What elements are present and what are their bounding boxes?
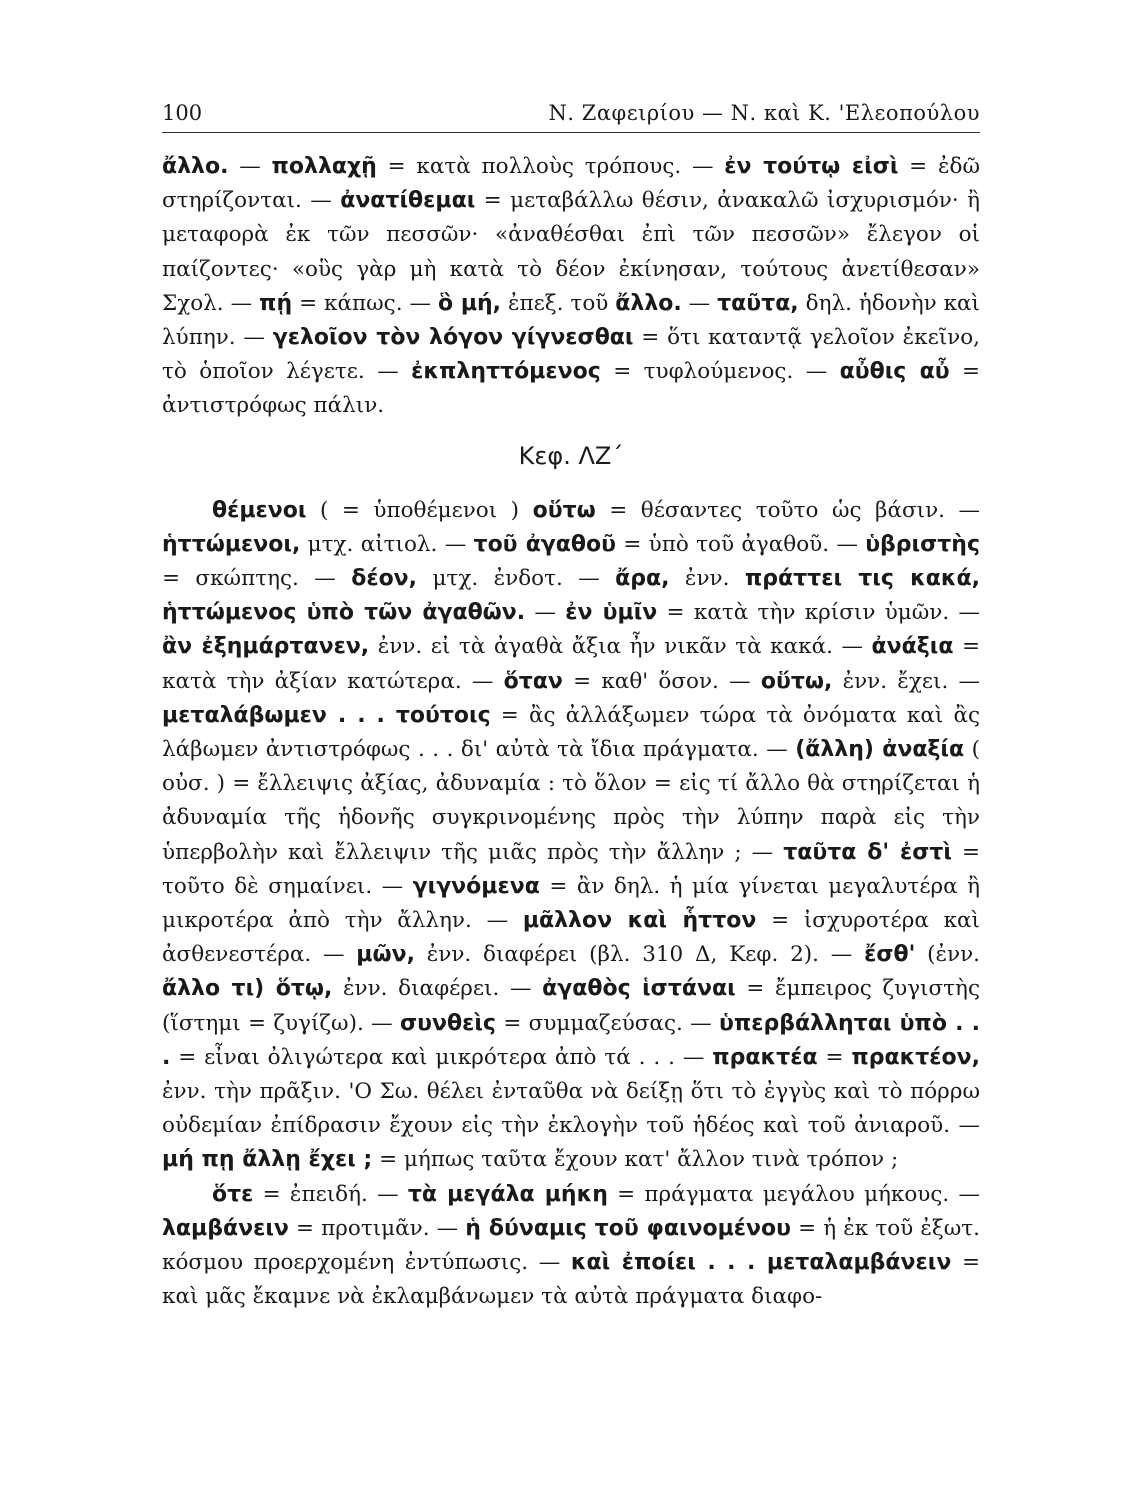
lemma: ὑπερβάλληται ὑπὸ . . . (162, 1010, 981, 1070)
gloss: ( οὐσ. ) = ἔλλειψις ἀξίας, ἀδυναμία : τὸ ὅλον = εἰς τί ἄλλο θὰ στηρίζεται ἡ ἀδυναμία τῆς ἡδονῆς συγκρινομένης πρὸς τὴν λύπην παρὰ εἰς τὴν ὑπερβολὴν καὶ ἔλλειψιν τῆς μιᾶς πρὸς τὴν ἄλλην ; — (162, 737, 980, 865)
lemma: ἔσθ' (864, 942, 916, 968)
gloss: = ὅτι καταντᾷ γελοῖον ἐκεῖνο, τὸ ὁποῖον λέγετε. — (162, 325, 981, 385)
lemma: ἡττώμενοι, (162, 531, 301, 557)
lemma: θέμενοι (212, 497, 307, 523)
gloss: = ἀντιστρόφως πάλιν. (162, 359, 981, 419)
paragraph-3 (162, 1178, 980, 1315)
gloss: μτχ. αἰτιολ. — (300, 531, 474, 557)
gloss: (ἐνν. (915, 942, 981, 968)
lemma: γιγνόμενα (412, 873, 540, 899)
gloss: ἐνν. ἔχει. — (832, 668, 981, 694)
gloss: = μεταβάλλω θέσιν, ἀνακαλῶ ἰσχυρισμόν· ἢ μεταφορὰ ἐκ τῶν πεσσῶν· «ἀναθέσθαι ἐπὶ τῶν πεσσῶν» ἔλεγον οἱ παίζοντες· «οὓς γὰρ μὴ κατὰ τὸ δέον ἐκίνησαν, τούτους ἀνετίθεσαν» Σχολ. — (162, 188, 980, 316)
running-title: Ν. Ζαφειρίου — Ν. καὶ Κ. 'Ελεοπούλου (548, 101, 980, 125)
gloss: ἐνν. διαφέρει (βλ. 310 Δ, Κεφ. 2). — (414, 942, 865, 968)
page-number: 100 (162, 101, 203, 125)
gloss: μτχ. ἐνδοτ. — (417, 566, 616, 592)
lemma: αὖθις αὖ (839, 359, 950, 385)
lemma: ἄρα, (615, 566, 670, 592)
lemma: μῶν, (356, 942, 415, 968)
gloss: ἐπεξ. τοῦ (501, 290, 616, 316)
gloss: = θέσαντες τοῦτο ὡς βάσιν. — (595, 497, 980, 523)
gloss: = καὶ μᾶς ἔκαμνε νὰ ἐκλαμβάνωμεν τὰ αὐτὰ πράγματα διαφο- (162, 1250, 980, 1310)
lemma: πρακτέον, (851, 1044, 981, 1070)
lemma: ἀνάξια (871, 634, 954, 660)
lemma: μή πῃ ἄλλῃ ἔχει ; (162, 1147, 373, 1173)
lemma: ὃ μή, (437, 290, 502, 316)
gloss: = σκώπτης. — (162, 566, 352, 592)
lemma: ὅτε (212, 1181, 254, 1207)
lemma: ἡ δύναμις τοῦ φαινομένου (465, 1215, 792, 1241)
gloss: = τυφλούμενος. — (600, 359, 840, 385)
lemma: τοῦ ἀγαθοῦ (473, 531, 616, 557)
gloss: ἐνν. εἰ τὰ ἀγαθὰ ἄξια ἦν νικᾶν τὰ κακά. — (369, 634, 872, 660)
gloss: = μήπως ταῦτα ἔχουν κατ' ἄλλον τινὰ τρόπον ; (372, 1147, 899, 1173)
gloss: ( = ὑποθέμενοι ) (306, 497, 533, 523)
lemma: πράττει τις κακά, ἡττώμενος ὑπὸ τῶν ἀγαθῶν. (162, 566, 981, 626)
gloss: = ὑπὸ τοῦ ἀγαθοῦ. — (616, 531, 866, 557)
gloss: = κατὰ τὴν ἀξίαν κατώτερα. — (162, 634, 981, 694)
lemma: οὕτω (532, 497, 596, 523)
lemma: ἂν ἐξημάρτανεν, (162, 634, 370, 660)
paragraph-2 (162, 494, 980, 1178)
gloss: = ἔμπειρος ζυγιστὴς (ἵστημι = ζυγίζω). — (162, 976, 980, 1036)
gloss: = ἐπειδή. — (253, 1181, 408, 1207)
lemma: πολλαχῇ (271, 154, 377, 179)
gloss: = προτιμᾶν. — (288, 1215, 466, 1241)
gloss: = κατὰ πολλοὺς τρόπους. — (376, 154, 725, 179)
gloss: — (228, 154, 272, 179)
gloss: = κατὰ τὴν κρίσιν ὑμῶν. — (657, 600, 980, 626)
gloss: = πράγματα μεγάλου μήκους. — (607, 1181, 981, 1207)
lemma: λαμβάνειν (162, 1215, 289, 1241)
gloss: = ἰσχυροτέρα καὶ ἀσθενεστέρα. — (162, 908, 980, 968)
chapter-heading: Κεφ. ΛΖ΄ (518, 441, 624, 470)
lemma: ταῦτα δ' ἐστὶ (783, 839, 952, 865)
lemma: ἄλλο. (615, 290, 682, 316)
lemma: μεταλάβωμεν . . . τούτοις (162, 702, 491, 728)
gloss: = ἐδῶ στηρίζονται. — (162, 154, 980, 214)
gloss: ἐνν. διαφέρει. — (332, 976, 543, 1002)
lemma: καὶ ἐποίει . . . μεταλαμβάνειν (570, 1250, 952, 1276)
lemma: συνθεὶς (400, 1010, 496, 1036)
lemma: ἄλλο τι) ὅτῳ, (162, 976, 333, 1002)
lemma: ὅταν (503, 668, 563, 694)
commentary-text (162, 150, 980, 1315)
lemma: τὰ μεγάλα μήκη (407, 1181, 608, 1207)
lemma: ἐκπληττόμενος (411, 359, 601, 385)
gloss: ἐνν. τὴν πρᾶξιν. 'Ο Σω. θέλει ἐνταῦθα νὰ δείξῃ ὅτι τὸ ἐγγὺς καὶ τὸ πόρρω οὐδεμίαν ἐπίδρασιν ἔχουν εἰς τὴν ἐκλογὴν τοῦ ἡδέος καὶ τοῦ ἀνιαροῦ. — (162, 1079, 980, 1139)
lemma: πρακτέα (712, 1044, 818, 1070)
lemma: οὕτω, (760, 668, 833, 694)
gloss: = ἂς ἀλλάξωμεν τώρα τὰ ὀνόματα καὶ ἂς λάβωμεν ἀντιστρόφως . . . δι' αὐτὰ τὰ ἴδια πράγματα. — (162, 702, 980, 763)
gloss: — (525, 600, 566, 626)
gloss: — (681, 290, 718, 316)
lemma: ἀνατίθεμαι (340, 188, 476, 214)
gloss: = εἶναι ὀλιγώτερα καὶ μικρότερα ἀπὸ τά . . . — (170, 1044, 713, 1070)
gloss: = (817, 1044, 852, 1070)
gloss: = κάπως. — (292, 290, 438, 316)
lemma: ταῦτα, (717, 290, 799, 316)
lemma: ἀγαθὸς ἱστάναι (542, 976, 736, 1002)
gloss: = καθ' ὅσον. — (562, 668, 761, 694)
gloss: = ἡ ἐκ τοῦ ἐξωτ. κόσμου προερχομένη ἐντύπωσις. — (162, 1215, 980, 1276)
gloss: ἐνν. (669, 566, 745, 592)
lemma: μᾶλλον καὶ ἧττον (522, 908, 757, 934)
lemma: (ἄλλη) ἀναξία (795, 737, 965, 763)
paragraph-1 (162, 150, 980, 424)
page-header (162, 98, 980, 133)
gloss: δηλ. ἡδονὴν καὶ λύπην. — (162, 290, 980, 351)
lemma: ἐν τούτῳ εἰσὶ (724, 154, 899, 179)
lemma: δέον, (351, 566, 418, 592)
gloss: = συμμαζεύσας. — (495, 1010, 720, 1036)
lemma: ἐν ὑμῖν (565, 600, 658, 626)
lemma: γελοῖον τὸν λόγον γίγνεσθαι (272, 325, 634, 351)
lemma: ὑβριστὴς (865, 531, 980, 557)
gloss: = τοῦτο δὲ σημαίνει. — (162, 839, 981, 899)
lemma: πῄ (259, 290, 293, 316)
lemma: ἄλλο. (162, 154, 229, 179)
gloss: = ἂν δηλ. ἡ μία γίνεται μεγαλυτέρα ἢ μικροτέρα ἀπὸ τὴν ἄλλην. — (162, 873, 980, 934)
